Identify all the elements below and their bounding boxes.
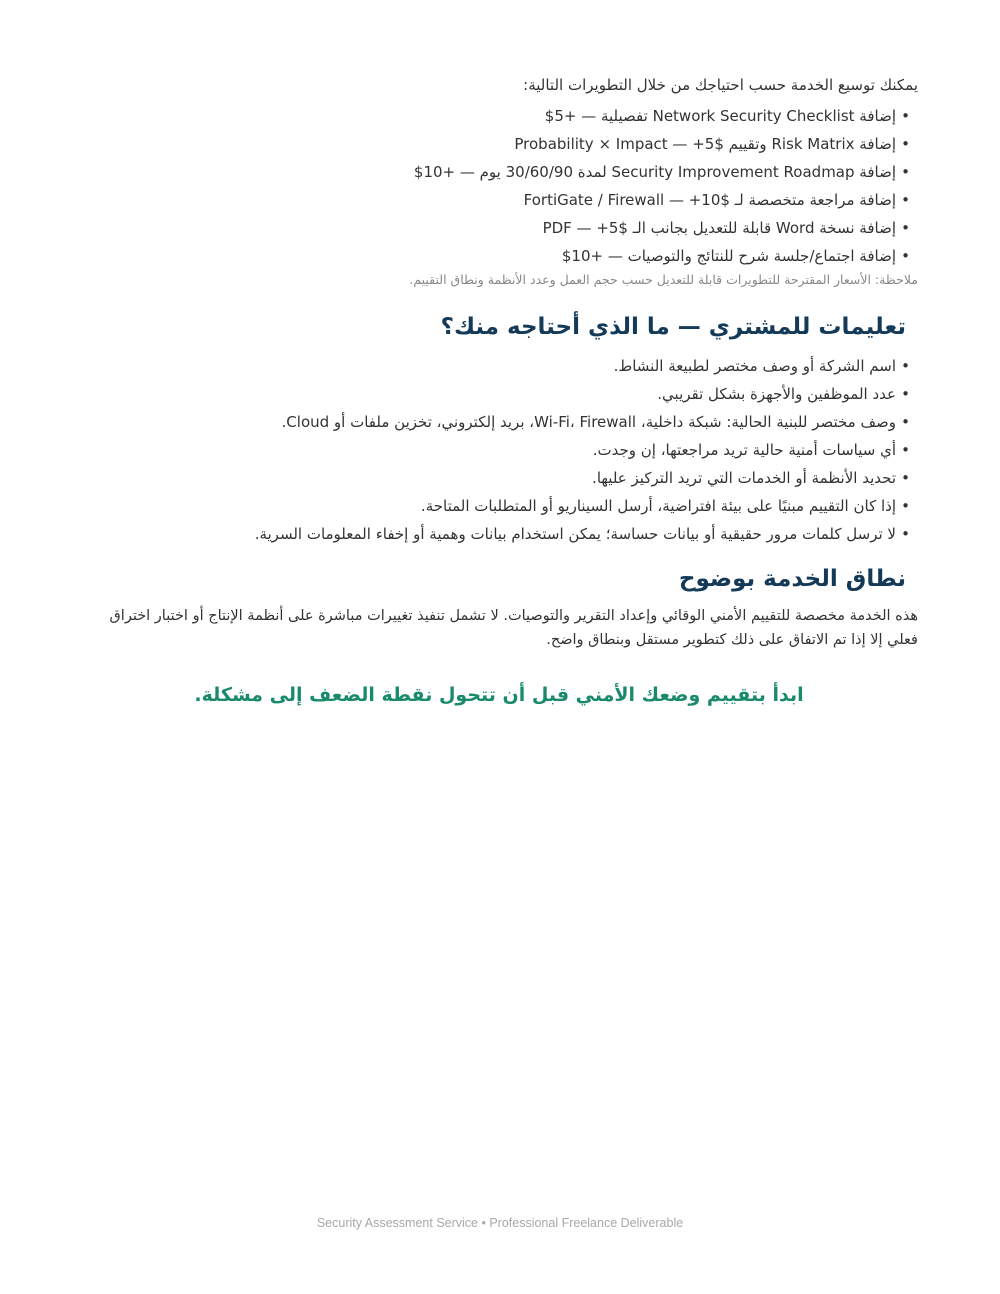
list-item: • أي سياسات أمنية حالية تريد مراجعتها، إن وجدت. <box>80 436 910 464</box>
list-item: • إضافة اجتماع/جلسة شرح للنتائج والتوصيات — +10$ <box>80 242 910 270</box>
instructions-heading: تعليمات للمشتري — ما الذي أحتاجه منك؟ <box>440 314 906 340</box>
list-item: • عدد الموظفين والأجهزة بشكل تقريبي. <box>80 380 910 408</box>
upgrades-list <box>80 102 918 270</box>
list-item: • إذا كان التقييم مبنيًا على بيئة افتراضية، أرسل السيناريو أو المتطلبات المتاحة. <box>80 492 910 520</box>
page-footer: Security Assessment Service • Professional Freelance Deliverable <box>316 1216 684 1230</box>
list-item: • وصف مختصر للبنية الحالية: شبكة داخلية، Wi-Fi، Firewall، بريد إلكتروني، تخزين ملفات أو Cloud. <box>80 408 910 436</box>
scope-heading: نطاق الخدمة بوضوح <box>678 566 906 592</box>
list-item: • إضافة مراجعة متخصصة لـ FortiGate / Firewall — +10$ <box>80 186 910 214</box>
upgrades-note: ملاحظة: الأسعار المقترحة للتطويرات قابلة للتعديل حسب حجم العمل وعدد الأنظمة ونطاق التقييم. <box>409 272 918 287</box>
scope-text: هذه الخدمة مخصصة للتقييم الأمني الوقائي وإعداد التقرير والتوصيات. لا تشمل تنفيذ تغييرات مباشرة على أنظمة الإنتاج أو اختبار اختراق فعلي إلا إذا تم الاتفاق على ذلك كتطوير مستقل وبنطاق واضح. <box>109 608 918 648</box>
list-item: • اسم الشركة أو وصف مختصر لطبيعة النشاط. <box>80 352 910 380</box>
list-item: • إضافة Network Security Checklist تفصيلية — +5$ <box>80 102 910 130</box>
upgrades-intro: يمكنك توسيع الخدمة حسب احتياجك من خلال التطويرات التالية: <box>523 76 918 94</box>
list-item: • إضافة Security Improvement Roadmap لمدة 30/60/90 يوم — +10$ <box>80 158 910 186</box>
list-item: • إضافة Risk Matrix وتقييم Probability × Impact — +5$ <box>80 130 910 158</box>
list-item: • تحديد الأنظمة أو الخدمات التي تريد التركيز عليها. <box>80 464 910 492</box>
list-item: • إضافة نسخة Word قابلة للتعديل بجانب الـ PDF — +5$ <box>80 214 910 242</box>
list-item: • لا ترسل كلمات مرور حقيقية أو بيانات حساسة؛ يمكن استخدام بيانات وهمية أو إخفاء المعلومات السرية. <box>80 520 910 548</box>
call-to-action: ابدأ بتقييم وضعك الأمني قبل أن تتحول نقطة الضعف إلى مشكلة. <box>194 684 804 706</box>
instructions-list <box>80 352 918 548</box>
document-page <box>80 72 918 710</box>
spacer <box>80 548 918 562</box>
